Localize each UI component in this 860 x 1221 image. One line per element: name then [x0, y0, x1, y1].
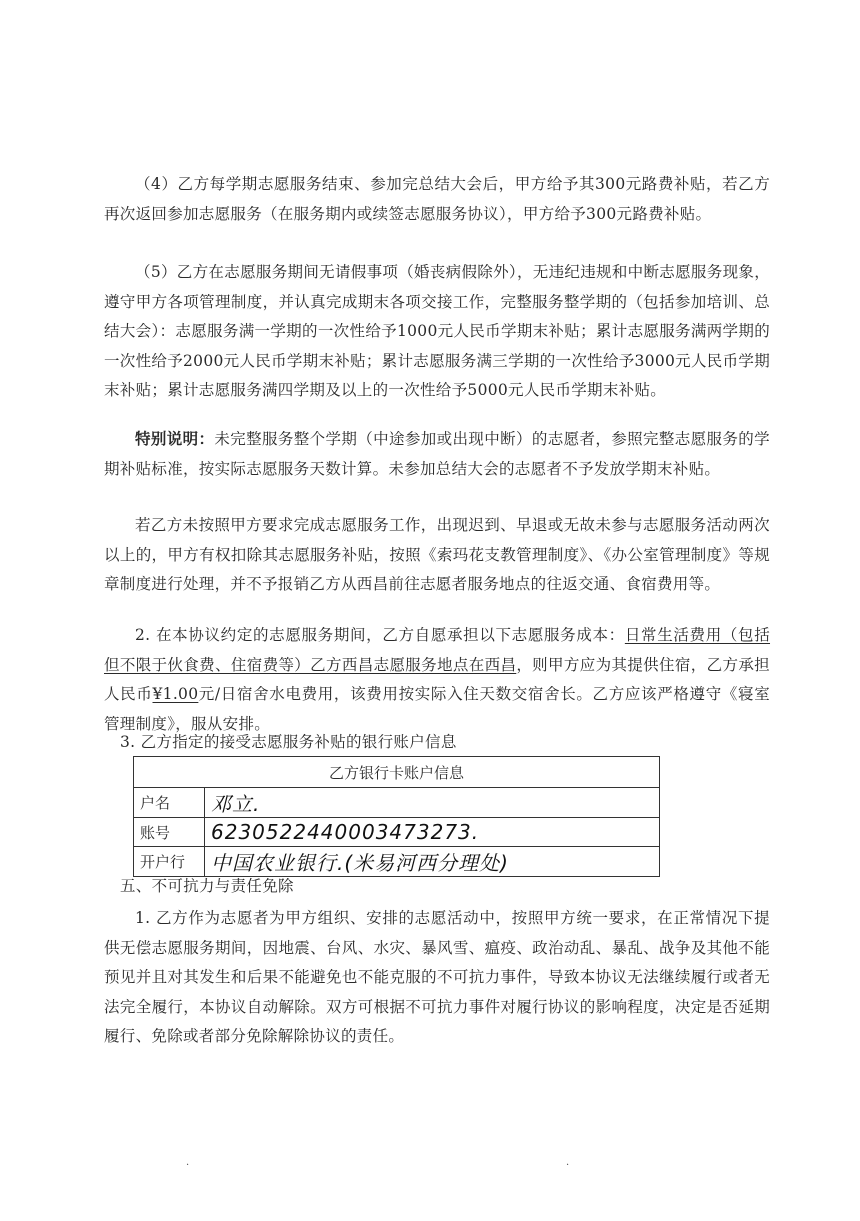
cost-text-b: ，则甲方应为其提供住宿，乙方承担人民币: [104, 655, 770, 703]
account-number-label: 账号: [134, 818, 205, 847]
cost-paragraph: [104, 621, 770, 739]
bank-account-table: [133, 756, 660, 877]
bank-intro: 3. 乙方指定的接受志愿服务补贴的银行账户信息: [120, 733, 457, 751]
footer-dot-right: ·: [566, 1160, 570, 1171]
account-name-label: 户名: [134, 788, 205, 818]
force-majeure-paragraph: 1. 乙方作为志愿者为甲方组织、安排的志愿活动中，按照甲方统一要求，在正常情况下提供无偿志愿服务期间，因地震、台风、水灾、暴风雪、瘟疫、政治动乱、暴乱、战争及其他不能预见并且对其发生和后果不能避免也不能克服的不可抗力事件，导致本协议无法继续履行或者无法完全履行，本协议自动解除。双方可根据不可抗力事件对履行协议的影响程度，决定是否延期履行、免除或者部分免除解除协议的责任。: [104, 909, 770, 1045]
footer-dot-left: ·: [186, 1160, 190, 1171]
account-number-value: 6230522440003473273.: [205, 818, 660, 847]
penalty-paragraph: 若乙方未按照甲方要求完成志愿服务工作，出现迟到、早退或无故未参与志愿服务活动两次以上的，甲方有权扣除其志愿服务补贴，按照《索玛花支教管理制度》、《办公室管理制度》等规章制度进行处理，并不予报销乙方从西昌前往志愿者服务地点的往返交通、食宿费用等。: [104, 516, 770, 593]
bank-branch-value: 中国农业银行.(米易河西分理处): [205, 847, 660, 877]
special-note-body: 未完整服务整个学期（中途参加或出现中断）的志愿者，参照完整志愿服务的学期补贴标准，按实际志愿服务天数计算。未参加总结大会的志愿者不予发放学期末补贴。: [104, 430, 770, 478]
cost-text-c: 元/日宿舍水电费用，该费用按实际入住天数交宿舍长。乙方应该严格遵守《寝室管理制度》，服从安排。: [104, 685, 770, 733]
special-note-paragraph: [104, 424, 770, 484]
section-5-heading: 五、不可抗力与责任免除: [120, 877, 294, 895]
bank-branch-label: 开户行: [134, 847, 205, 877]
cost-text-a: 2. 在本协议约定的志愿服务期间，乙方自愿承担以下志愿服务成本：: [135, 626, 625, 644]
clause-4-paragraph: （4）乙方每学期志愿服务结束、参加完总结大会后，甲方给予其300元路费补贴，若乙方再次返回参加志愿服务（在服务期内或续签志愿服务协议），甲方给予300元路费补贴。: [104, 175, 770, 223]
cost-underlined-items: 日常生活费用（包括但不限于伙食费、住宿费等）乙方西昌志愿服务地点在西昌: [104, 626, 771, 674]
bank-table-title: 乙方银行卡账户信息: [134, 757, 660, 788]
special-note-label: 特别说明：: [135, 429, 215, 448]
account-name-value: 邓立.: [205, 788, 660, 818]
clause-5-paragraph: （5）乙方在志愿服务期间无请假事项（婚丧病假除外），无违纪违规和中断志愿服务现象，遵守甲方各项管理制度，并认真完成期末各项交接工作，完整服务整学期的（包括参加培训、总结大会）：志愿服务满一学期的一次性给予1000元人民币学期末补贴；累计志愿服务满两学期的一次性给予2000元人民币学期末补贴；累计志愿服务满三学期的一次性给予3000元人民币学期末补贴；累计志愿服务满四学期及以上的一次性给予5000元人民币学期末补贴。: [104, 263, 770, 399]
cost-daily-fee: ¥1.00: [152, 685, 199, 703]
